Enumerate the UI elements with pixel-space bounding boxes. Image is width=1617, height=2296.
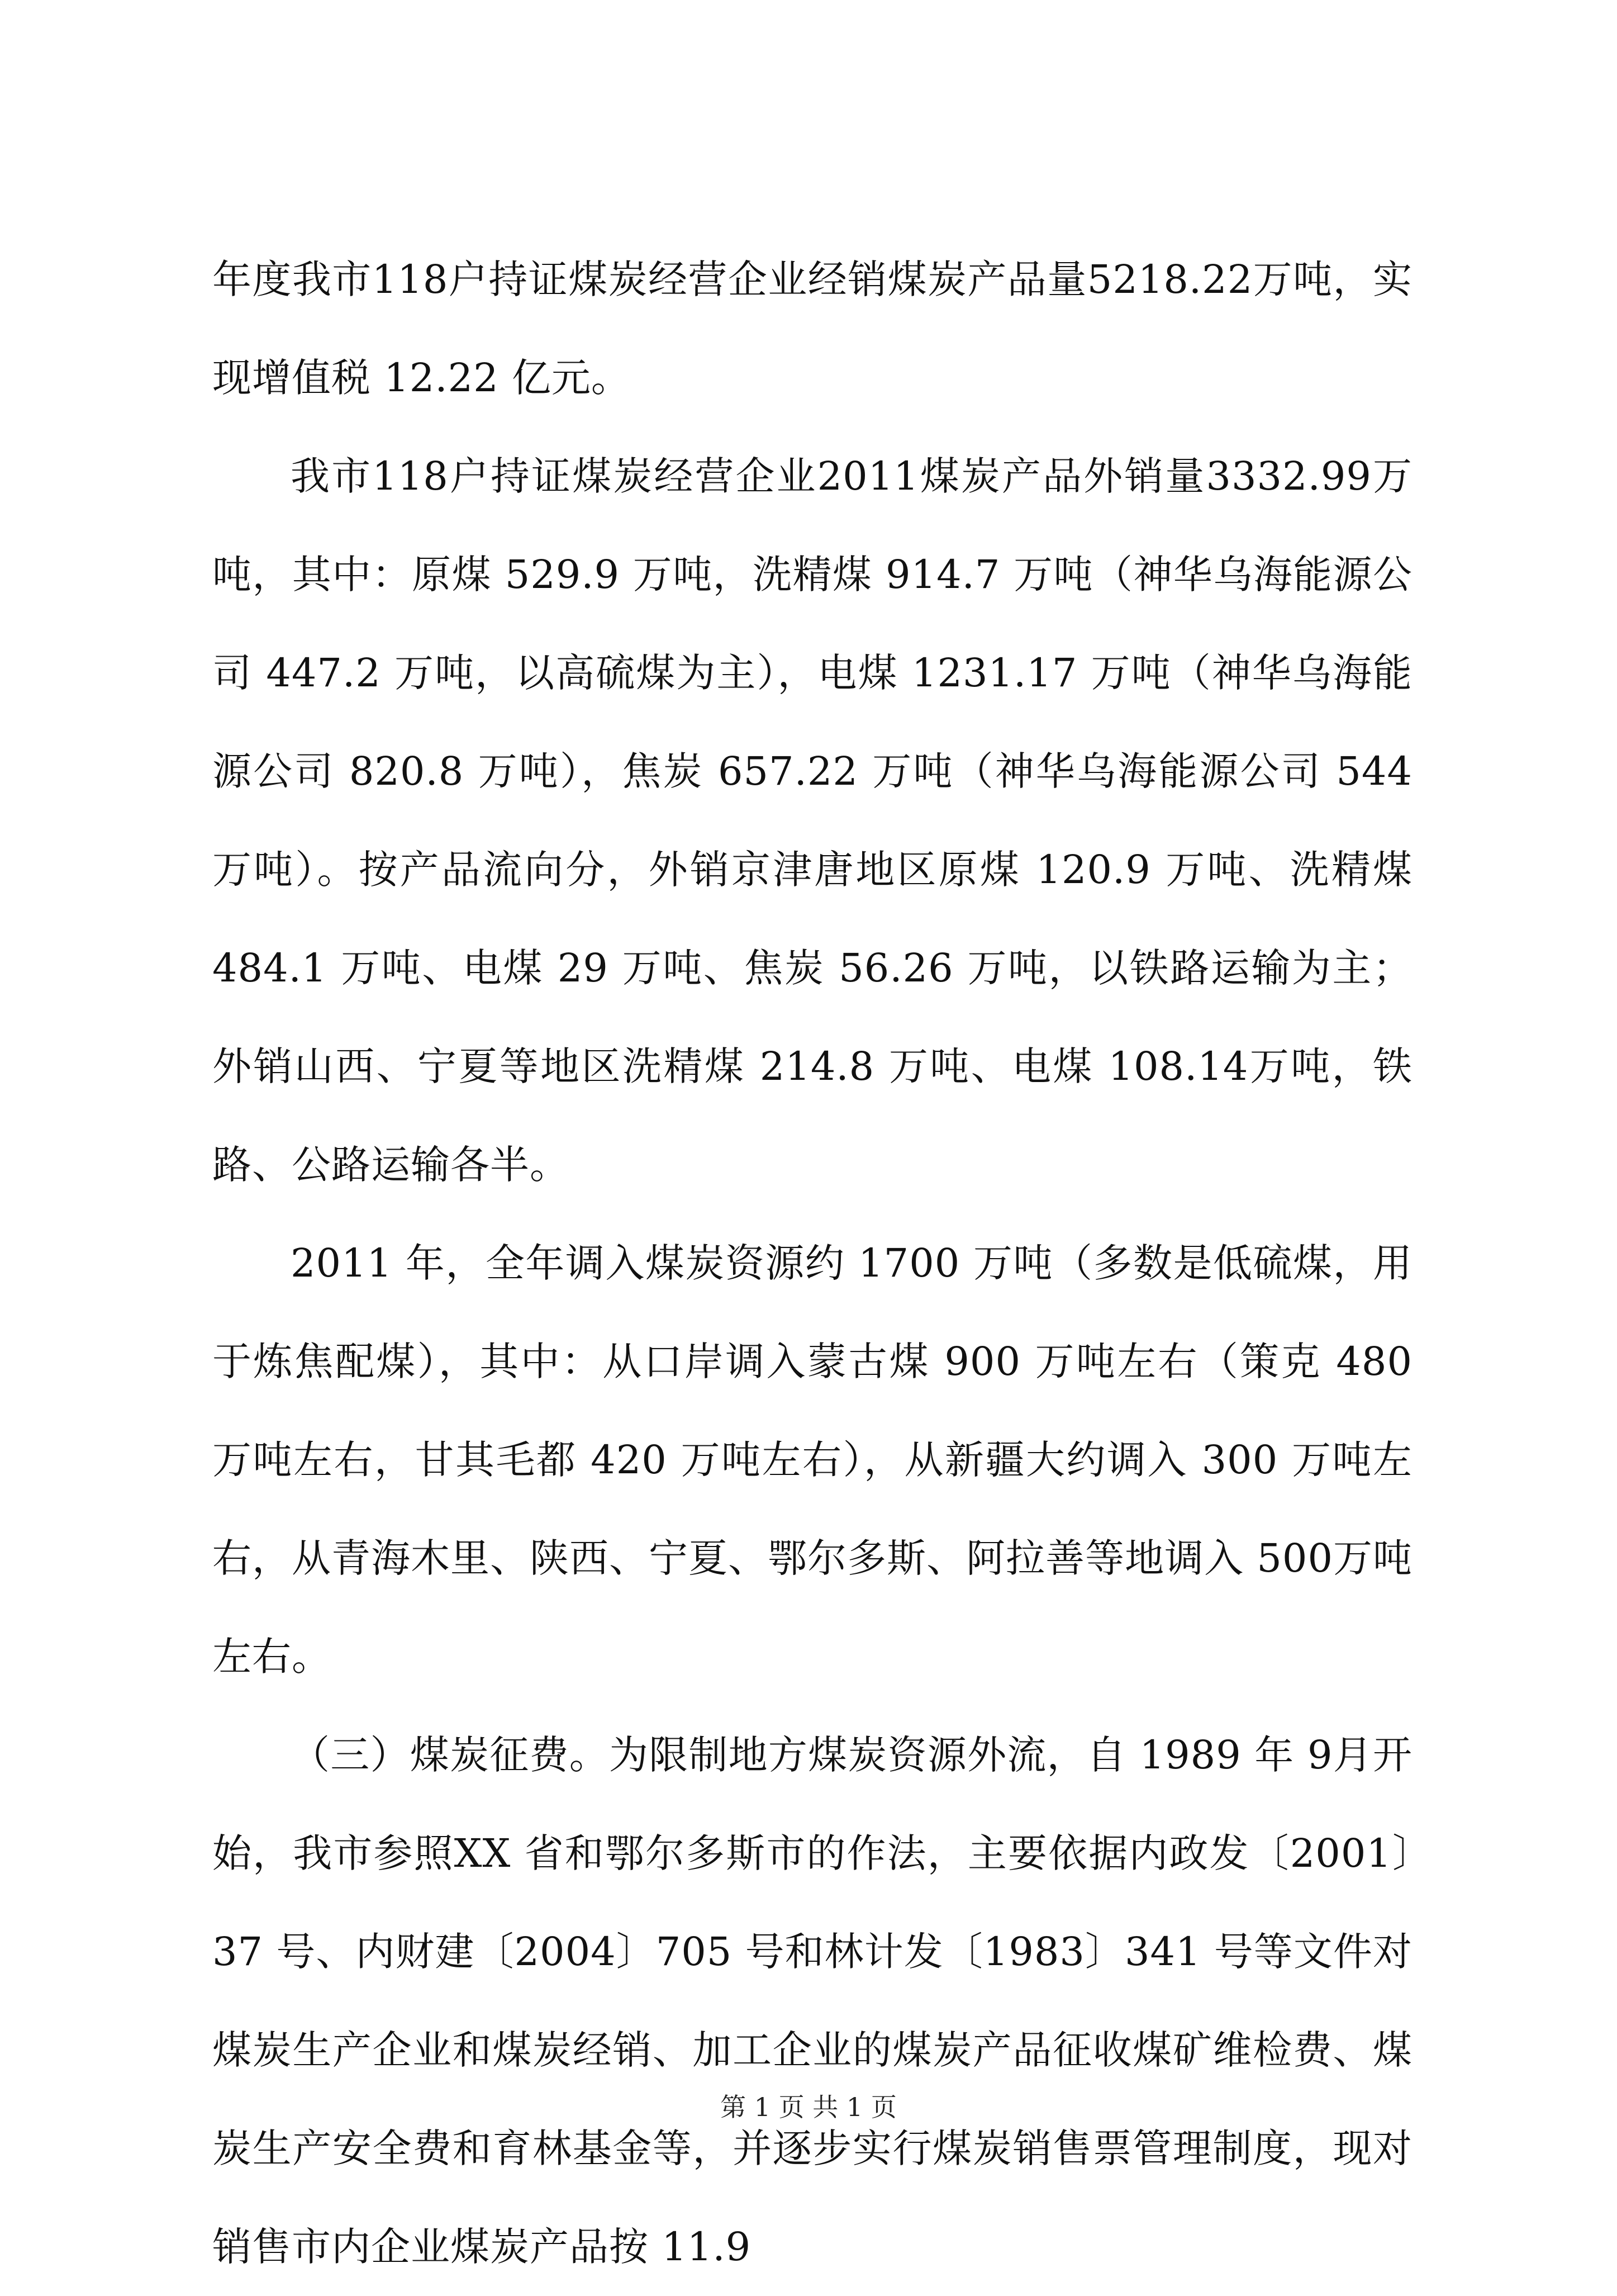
paragraph-imported-coal: 2011 年，全年调入煤炭资源约 1700 万吨（多数是低硫煤，用于炼焦配煤），其中：从口岸调入蒙古煤 900 万吨左右（策克 480万吨左右，甘其毛都 420 万吨左右），从新疆大约调入 300 万吨左右，从青海木里、陕西、宁夏、鄂尔多斯、阿拉善等地调入 500万吨左右。 <box>212 1240 1413 1680</box>
document-body <box>212 230 1413 2296</box>
paragraph-export-volume: 我市118户持证煤炭经营企业2011煤炭产品外销量3332.99万吨，其中：原煤 529.9 万吨，洗精煤 914.7 万吨（神华乌海能源公司 447.2 万吨，以高硫煤为主），电煤 1231.17 万吨（神华乌海能源公司 820.8 万吨），焦炭 657.22 万吨（神华乌海能源公司 544 万吨）。按产品流向分，外销京津唐地区原煤 120.9 万吨、洗精煤 484.1 万吨、电煤 29 万吨、焦炭 56.26 万吨，以铁路运输为主；外销山西、宁夏等地区洗精煤 214.8 万吨、电煤 108.14万吨，铁路、公路运输各半。 <box>212 453 1413 1188</box>
page-footer: 第 1 页 共 1 页 <box>720 2092 897 2122</box>
paragraph-coal-levy: （三）煤炭征费。为限制地方煤炭资源外流，自 1989 年 9月开始，我市参照XX 省和鄂尔多斯市的作法，主要依据内政发〔2001〕37 号、内财建〔2004〕705 号和林计发〔1983〕341 号等文件对煤炭生产企业和煤炭经销、加工企业的煤炭产品征收煤矿维检费、煤炭生产安全费和育林基金等，并逐步实行煤炭销售票管理制度，现对销售市内企业煤炭产品按 11.9 <box>212 1732 1413 2270</box>
paragraph-sales-volume: 年度我市118户持证煤炭经营企业经销煤炭产品量5218.22万吨，实现增值税 12.22 亿元。 <box>212 257 1413 401</box>
